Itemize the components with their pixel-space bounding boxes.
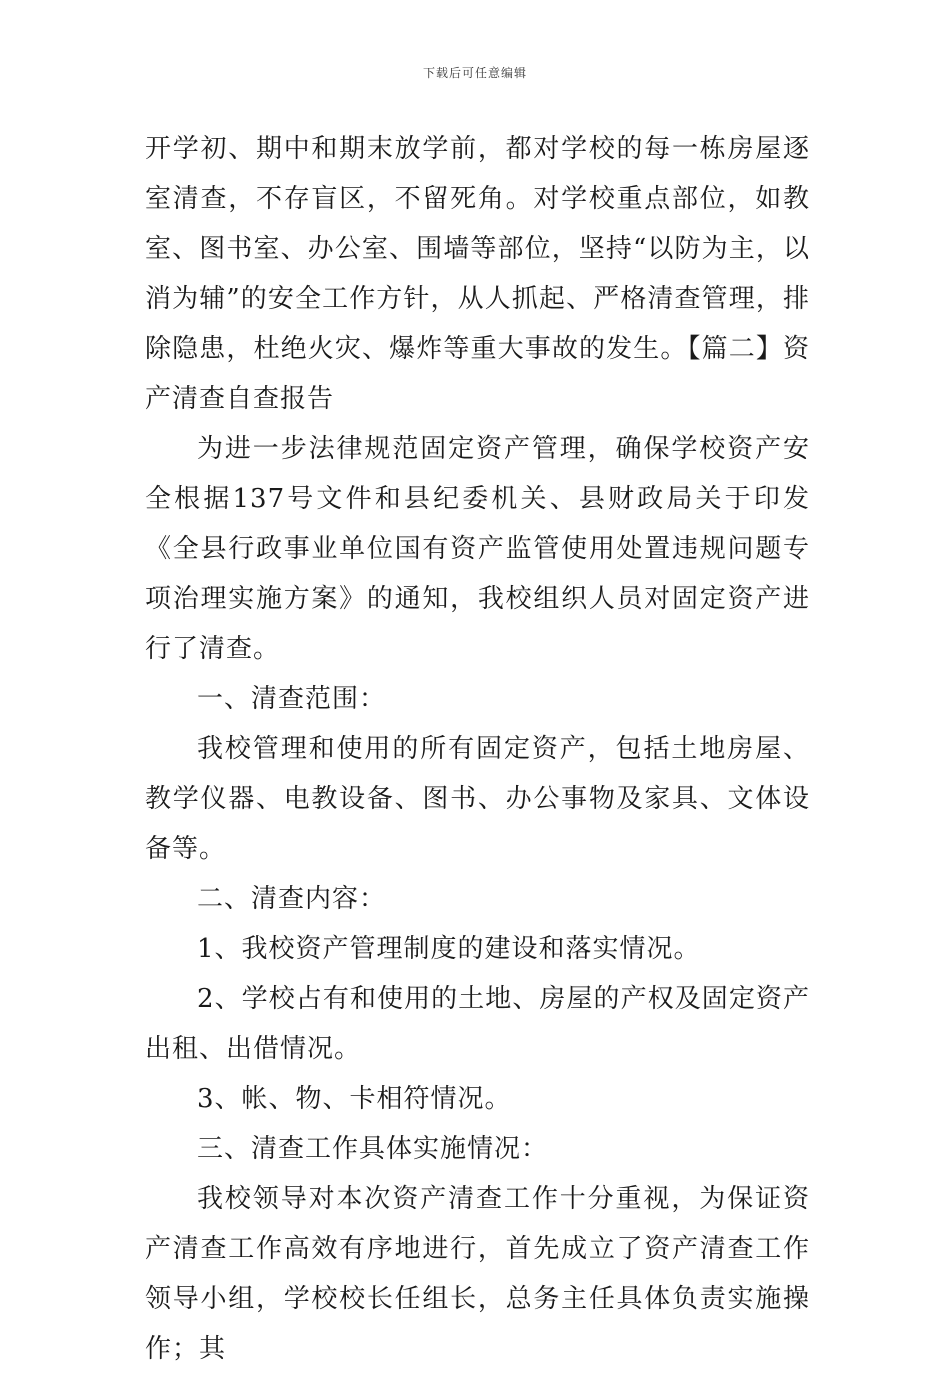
paragraph-intro: 为进一步法律规范固定资产管理，确保学校资产安全根据137号文件和县纪委机关、县财政局关于印发《全县行政事业单位国有资产监管使用处置违规问题专项治理实施方案》的通知，我校组织人员对固定资产进行了清查。 [145, 434, 810, 664]
paragraph-continuation: 开学初、期中和期末放学前，都对学校的每一栋房屋逐室清查，不存盲区，不留死角。对学校重点部位，如教室、图书室、办公室、围墙等部位，坚持“以防为主，以消为辅”的安全工作方针，从人抓起、严格清查管理，排除隐患，杜绝火灾、爆炸等重大事故的发生。【篇二】资产清查自查报告 [145, 134, 810, 414]
paragraph-implementation: 我校领导对本次资产清查工作十分重视，为保证资产清查工作高效有序地进行，首先成立了资产清查工作领导小组，学校校长任组长，总务主任具体负责实施操作；其 [145, 1184, 810, 1364]
section-heading-scope: 一、清查范围： [197, 684, 387, 714]
paragraph-scope: 我校管理和使用的所有固定资产，包括土地房屋、教学仪器、电教设备、图书、办公事物及家具、文体设备等。 [145, 734, 810, 864]
document-body [145, 124, 810, 1374]
list-item-2: 2、学校占有和使用的土地、房屋的产权及固定资产出租、出借情况。 [145, 984, 810, 1064]
page-header: 下载后可任意编辑 [422, 66, 527, 80]
list-item-3: 3、帐、物、卡相符情况。 [197, 1084, 512, 1114]
section-heading-content: 二、清查内容： [197, 884, 387, 914]
section-heading-implementation: 三、清查工作具体实施情况： [197, 1134, 549, 1164]
list-item-1: 1、我校资产管理制度的建设和落实情况。 [197, 934, 701, 964]
